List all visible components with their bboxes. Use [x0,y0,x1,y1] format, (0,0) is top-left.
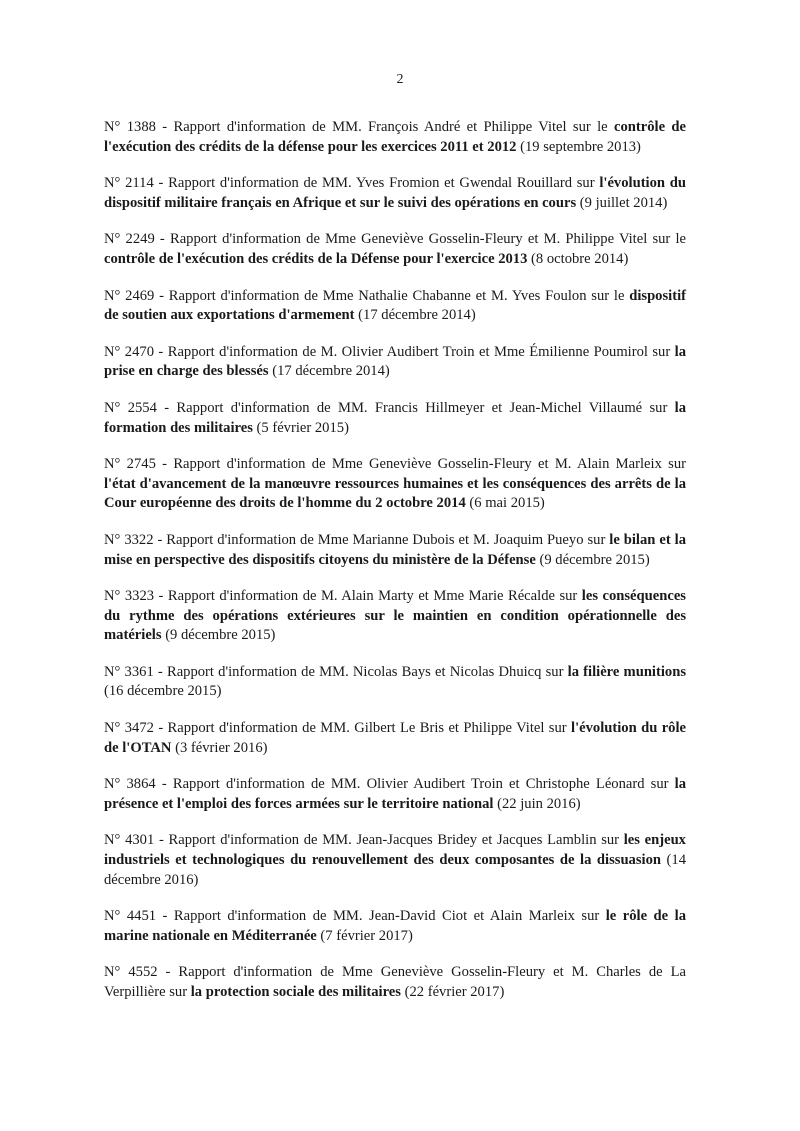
entry-date: (5 février 2015) [252,419,349,436]
entry-prefix: N° 4552 - Rapport d'information de Mme Geneviève Gosselin-Fleury et M. Charles de La Verpillière sur [104,964,686,1000]
entry-prefix: N° 3323 - Rapport d'information de M. Alain Marty et Mme Marie Récalde sur [104,588,582,605]
entry-prefix: N° 3322 - Rapport d'information de Mme Marianne Dubois et M. Joaquim Pueyo sur [104,531,610,548]
entry-date: (9 juillet 2014) [576,194,668,211]
entry-date: (16 décembre 2015) [104,683,222,700]
entry-date: (19 septembre 2013) [516,138,641,155]
page-number: 2 [396,72,404,87]
report-entry-2470 [104,343,686,382]
entry-prefix: N° 2554 - Rapport d'information de MM. Francis Hillmeyer et Jean-Michel Villaumé sur [104,399,675,416]
report-entry-3322 [104,531,686,570]
entry-prefix: N° 4451 - Rapport d'information de MM. Jean-David Ciot et Alain Marleix sur [104,908,606,925]
report-entry-3323 [104,587,686,646]
entry-date: (6 mai 2015) [465,495,545,512]
entry-prefix: N° 2114 - Rapport d'information de MM. Yves Fromion et Gwendal Rouillard sur [104,175,600,192]
report-entry-3361 [104,663,686,702]
report-entry-2114 [104,174,686,213]
entry-prefix: N° 4301 - Rapport d'information de MM. Jean-Jacques Bridey et Jacques Lamblin sur [104,832,624,849]
entry-prefix: N° 2249 - Rapport d'information de Mme Geneviève Gosselin-Fleury et M. Philippe Vitel sur le [104,231,686,248]
entry-prefix: N° 2470 - Rapport d'information de M. Olivier Audibert Troin et Mme Émilienne Poumirol sur [104,343,675,360]
report-entry-2554 [104,399,686,438]
entry-date: (9 décembre 2015) [161,627,276,644]
entry-prefix: N° 3472 - Rapport d'information de MM. Gilbert Le Bris et Philippe Vitel sur [104,720,572,737]
entry-date: (8 octobre 2014) [527,250,629,267]
entry-subject: dispositif de soutien aux exportations d'armement [104,287,686,324]
entry-subject: la prise en charge des blessés [104,343,686,380]
entry-prefix: N° 2469 - Rapport d'information de Mme Nathalie Chabanne et M. Yves Foulon sur le [104,287,630,304]
report-list [104,118,686,1020]
entry-subject: la formation des militaires [104,399,686,436]
entry-subject: la protection sociale des militaires [190,984,401,1000]
report-entry-3472 [104,719,686,758]
report-entry-3864 [104,775,686,814]
report-entry-1388 [104,118,686,157]
report-entry-2469 [104,287,686,326]
report-entry-2249 [104,230,686,269]
report-entry-4301 [104,831,686,890]
entry-subject: contrôle de l'exécution des crédits de la Défense pour l'exercice 2013 [104,250,528,267]
entry-date: (3 février 2016) [171,739,268,756]
entry-subject: la présence et l'emploi des forces armées sur le territoire national [104,776,686,812]
entry-subject: la filière munitions [567,663,686,680]
entry-subject: contrôle de l'exécution des crédits de la défense pour les exercices 2011 et 2012 [104,119,686,155]
entry-subject: les enjeux industriels et technologiques du renouvellement des deux composantes de la dissuasion [104,832,686,869]
entry-subject: le rôle de la marine nationale en Méditerranée [104,908,686,944]
report-entry-2745 [104,455,686,514]
entry-subject: les conséquences du rythme des opérations extérieures sur le maintien en condition opérationnelle des matériels [104,588,686,644]
entry-subject: le bilan et la mise en perspective des dispositifs citoyens du ministère de la Défense [104,531,686,568]
entry-subject: l'évolution du rôle de l'OTAN [104,720,687,756]
entry-date: (7 février 2017) [316,927,413,944]
entry-subject: l'évolution du dispositif militaire français en Afrique et sur le suivi des opérations en cours [104,175,687,211]
entry-date: (17 décembre 2014) [354,307,476,324]
entry-date: (14 décembre 2016) [104,852,687,888]
report-entry-4552 [104,963,686,1002]
entry-date: (9 décembre 2015) [535,551,650,568]
report-entry-4451 [104,907,686,946]
entry-prefix: N° 2745 - Rapport d'information de Mme Geneviève Gosselin-Fleury et M. Alain Marleix sur [104,456,686,473]
entry-date: (22 juin 2016) [493,795,581,812]
entry-date: (22 février 2017) [400,984,505,1000]
entry-prefix: N° 3361 - Rapport d'information de MM. Nicolas Bays et Nicolas Dhuicq sur [104,663,568,680]
entry-date: (17 décembre 2014) [268,363,390,380]
entry-subject: l'état d'avancement de la manœuvre ressources humaines et les conséquences des arrêts de la Cour européenne des droits de l'homme du 2 octobre 2014 [104,475,686,512]
entry-prefix: N° 1388 - Rapport d'information de MM. François André et Philippe Vitel sur le [104,119,614,135]
entry-prefix: N° 3864 - Rapport d'information de MM. Olivier Audibert Troin et Christophe Léonard sur [104,776,675,793]
